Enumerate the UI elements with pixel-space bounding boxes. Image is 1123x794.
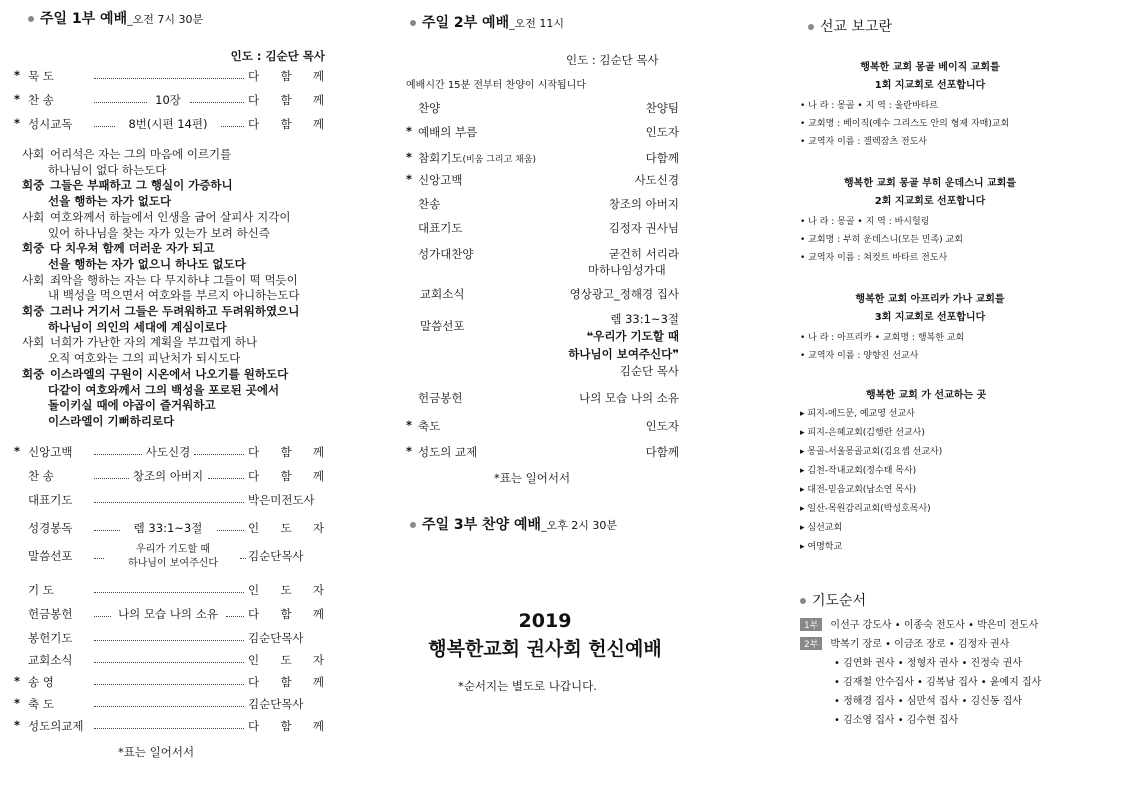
order-label: 대표기도 [28, 493, 73, 507]
order-leader: 다 함 께 [248, 607, 324, 621]
leader-dots [94, 728, 244, 729]
order-label: 찬양 [418, 101, 441, 115]
stand-mark: * [406, 418, 413, 432]
leader-dots [94, 616, 111, 617]
order-leader: 나의 모습 나의 소유 [579, 391, 679, 405]
order-leader: 김순단목사 [248, 631, 304, 645]
order-value: 사도신경 [145, 445, 191, 459]
leader-dots [94, 530, 120, 531]
bullet-icon [800, 598, 806, 604]
order-leader: 굳건히 서리라 [608, 247, 679, 261]
col2-leader: 인도 : 김순단 목사 [566, 53, 659, 67]
order-leader: 인 도 자 [248, 521, 324, 535]
order-leader: 다 함 께 [248, 93, 324, 107]
order-leader: 인 도 자 [248, 653, 324, 667]
col2-note: 예배시간 15분 전부터 찬양이 시작됩니다 [406, 80, 586, 91]
leader-dots [194, 454, 244, 455]
order-label: 묵 도 [28, 69, 54, 83]
leader-dots [94, 684, 244, 685]
mission-line: • 교회명 : 부히 운데스니(모든 민족) 교회 [800, 235, 963, 245]
prayer-heading [800, 590, 866, 610]
mission-line: • 나 라 : 몽골 • 지 역 : 바시헐링 [800, 217, 930, 227]
order-leader: 창조의 아버지 [608, 197, 679, 211]
prayer-service-tag: 1부 [800, 618, 822, 631]
order-label: 예배의 부름 [418, 125, 478, 139]
heading-time: _오전 11시 [509, 17, 564, 30]
reading-line: 너희가 가난한 자의 계획을 부끄럽게 하나 [50, 335, 258, 350]
stand-mark: * [14, 718, 21, 732]
reading-line: 그들은 부패하고 그 행실이 가증하니 [50, 178, 233, 193]
stand-mark: * [14, 92, 21, 106]
support-item: ▸ 피지-은혜교회(김행란 선교사) [800, 428, 925, 438]
stand-mark: * [406, 150, 413, 164]
prayer-names: 박복기 장로 • 이금조 장로 • 김정자 권사 [830, 639, 1010, 650]
order-leader: 다 함 께 [248, 675, 324, 689]
reading-line: 그러나 거기서 그들은 두려워하고 두려워하였으니 [50, 304, 300, 318]
order-label: 성시교독 [28, 117, 73, 131]
col2-footnote: *표는 일어서서 [494, 471, 571, 485]
order-leader: 다 함 께 [248, 469, 324, 483]
stand-mark: * [14, 68, 21, 82]
reading-speaker: 사회 [22, 209, 45, 224]
prayer-names: • 김소영 집사 • 김수현 집사 [834, 715, 959, 726]
order-leader: 인도자 [645, 125, 679, 139]
bullet-icon [410, 522, 416, 528]
heading-text: 선교 보고란 [820, 19, 893, 35]
order-label: 신앙고백 [418, 173, 463, 187]
order-leader: 다 함 께 [248, 69, 324, 83]
prayer-row [834, 673, 1041, 688]
reading-line: 다같이 여호와께서 그의 백성을 포로된 곳에서 [48, 382, 280, 397]
sermon-title-1: ❝우리가 기도할 때 [586, 329, 679, 343]
reading-speaker: 사회 [22, 147, 45, 161]
order-leader: 다 함 께 [248, 117, 324, 131]
prayer-row [800, 616, 1038, 631]
news-label: 교회소식 [420, 287, 465, 301]
order-value: 하나님이 보여주신다 [127, 558, 219, 569]
leader-dots [94, 706, 244, 707]
bullet-icon [28, 16, 34, 22]
col3-heading [808, 16, 892, 36]
mission-line: • 교회명 : 베이직(예수 그리스도 안의 형제 자매)교회 [800, 119, 1010, 129]
leader-dots [94, 662, 244, 663]
order-value: 우리가 기도할 때 [136, 544, 210, 555]
col1-heading [28, 8, 203, 28]
order-label: 대표기도 [418, 221, 463, 235]
reading-line: 이스라엘의 구원이 시온에서 나오기를 원하도다 [50, 366, 289, 381]
order-label: 교회소식 [28, 653, 73, 667]
choir-name: 마하나임성가대 [588, 263, 666, 277]
bullet-icon [808, 24, 814, 30]
reading-line: 오직 여호와는 그의 피난처가 되시도다 [48, 351, 241, 366]
support-item: ▸ 심선교회 [800, 523, 843, 533]
order-leader: 박은미전도사 [248, 493, 315, 507]
stand-mark: * [14, 674, 21, 688]
reading-line: 다 치우쳐 함께 더러운 자가 되고 [50, 241, 215, 256]
stand-mark: * [14, 696, 21, 710]
order-leader: 찬양팀 [645, 101, 679, 115]
reading-speaker: 회중 [22, 304, 45, 318]
reading-speaker: 사회 [22, 335, 45, 350]
reading-line: 선을 행하는 자가 없으니 하나도 없도다 [48, 256, 246, 271]
order-value: 나의 모습 나의 소유 [118, 607, 218, 621]
event-year: 2019 [518, 610, 572, 632]
order-label: 말씀선포 [28, 549, 73, 563]
heading-text: 주일 1부 예배 [40, 11, 128, 27]
order-label: 축 도 [28, 697, 54, 711]
mission-line: • 교역자 이름 : 양향진 선교사 [800, 351, 919, 361]
support-item: ▸ 일산-목원감리교회(박성호목사) [800, 504, 931, 514]
news-value: 영상광고_정해경 집사 [569, 287, 679, 301]
reading-line: 어리석은 자는 그의 마음에 이르기를 [50, 147, 232, 161]
heading-time: _오후 2시 30분 [541, 519, 618, 532]
mission-line: • 나 라 : 아프리카 • 교회명 : 행복한 교회 [800, 333, 965, 343]
order-label: 찬 송 [28, 469, 54, 483]
prayer-service-tag: 2부 [800, 637, 822, 650]
prayer-names: • 정해경 집사 • 심만석 집사 • 김신동 집사 [834, 696, 1023, 707]
order-label: 축도 [418, 419, 441, 433]
reading-speaker: 회중 [22, 366, 45, 381]
order-value: 렘 33:1~3절 [133, 521, 203, 535]
reading-speaker: 회중 [22, 241, 45, 256]
order-label: 신앙고백 [28, 445, 73, 459]
order-label: 헌금봉헌 [418, 391, 463, 405]
order-leader: 다함께 [645, 151, 679, 165]
mission-line: • 나 라 : 몽골 • 지 역 : 울란바타르 [800, 101, 939, 111]
leader-dots [94, 502, 244, 503]
reading-line: 하나님이 없다 하는도다 [48, 162, 167, 177]
stand-mark: * [14, 116, 21, 130]
order-value: 창조의 아버지 [132, 469, 204, 483]
order-value: 10장 [155, 93, 181, 107]
leader-dots [94, 126, 115, 127]
reading-line: 죄악을 행하는 자는 다 무지하냐 그들이 떡 먹듯이 [50, 272, 298, 287]
reading-speaker: 사회 [22, 272, 45, 287]
mission-title: 행복한 교회 몽골 부히 운데스니 교회를 [844, 178, 1016, 189]
order-label: 성가대찬양 [418, 247, 474, 261]
heading-text: 기도순서 [812, 593, 867, 609]
order-value: 8번(시편 14편) [128, 117, 208, 131]
leader-dots [226, 616, 245, 617]
sermon-title-2: 하나님이 보여주신다❞ [568, 347, 679, 361]
order-label: 참회기도(비움 그리고 채움) [418, 151, 537, 165]
order-leader: 다함께 [645, 445, 679, 459]
order-leader: 다 함 께 [248, 445, 324, 459]
reading-line: 선을 행하는 자가 없도다 [48, 194, 172, 209]
heading-text: 주일 2부 예배 [422, 15, 510, 31]
sermon-pastor: 김순단 목사 [619, 364, 679, 378]
leader-dots [94, 558, 104, 559]
mission-title: 행복한 교회 몽골 베이직 교회를 [860, 62, 1000, 73]
order-label: 성도의 교제 [418, 445, 478, 459]
mission-subtitle: 2회 지교회로 선포합니다 [874, 196, 986, 207]
order-sub: (비움 그리고 채움) [462, 155, 537, 165]
mission-line: • 교역자 이름 : 쳐컷트 바타르 전도사 [800, 253, 948, 263]
event-note: *순서지는 별도로 나갑니다. [458, 679, 597, 693]
support-title: 행복한 교회 가 선교하는 곳 [866, 390, 987, 401]
order-label: 찬송 [418, 197, 441, 211]
order-label: 송 영 [28, 675, 54, 689]
support-item: ▸ 대전-믿음교회(남소연 목사) [800, 485, 917, 495]
leader-dots [221, 126, 244, 127]
leader-dots [94, 640, 244, 641]
order-leader: 김순단목사 [248, 697, 304, 711]
order-label: 기 도 [28, 583, 54, 597]
stand-mark: * [406, 172, 413, 186]
event-title: 행복한교회 권사회 헌신예배 [428, 638, 662, 660]
leader-dots [94, 592, 244, 593]
order-leader: 인 도 자 [248, 583, 324, 597]
col2-heading3 [410, 514, 617, 534]
prayer-names: • 김재철 안수집사 • 김복남 집사 • 윤예지 집사 [834, 677, 1042, 688]
order-leader: 인도자 [645, 419, 679, 433]
prayer-names: • 김연화 권사 • 정형자 권사 • 진정숙 권사 [834, 658, 1023, 669]
reading-speaker: 회중 [22, 178, 45, 193]
leader-dots [208, 478, 245, 479]
reading-line: 있어 하나님을 찾는 자가 있는가 보려 하신즉 [48, 225, 270, 240]
sermon-label: 말씀선포 [420, 319, 465, 333]
heading-time: _오전 7시 30분 [127, 13, 204, 26]
heading-text: 주일 3부 찬양 예배 [422, 517, 542, 533]
leader-dots [190, 102, 245, 103]
stand-mark: * [14, 444, 21, 458]
mission-line: • 교역자 이름 : 겔렉잠츠 전도사 [800, 137, 927, 147]
mission-subtitle: 1회 지교회로 선포합니다 [874, 80, 986, 91]
order-leader: 김순단목사 [248, 549, 304, 563]
order-label: 봉헌기도 [28, 631, 73, 645]
sermon-ref: 렘 33:1~3절 [610, 312, 679, 326]
stand-mark: * [406, 124, 413, 138]
mission-subtitle: 3회 지교회로 선포합니다 [874, 312, 986, 323]
leader-dots [94, 78, 244, 79]
support-item: ▸ 김천-작내교회(정수태 목사) [800, 466, 917, 476]
reading-line: 이스라엘이 기뻐하리로다 [48, 413, 175, 428]
col2-heading [410, 12, 564, 32]
prayer-row [834, 711, 958, 726]
order-leader: 사도신경 [634, 173, 679, 187]
reading-line: 돌이키실 때에 야곱이 즐거워하고 [48, 398, 216, 413]
support-item: ▸ 여명학교 [800, 542, 843, 552]
prayer-row [834, 692, 1022, 707]
reading-line: 하나님이 의인의 세대에 계심이로다 [48, 319, 227, 334]
order-label: 헌금봉헌 [28, 607, 73, 621]
support-item: ▸ 몽골-서울몽골교회(김요셉 선교사) [800, 447, 943, 457]
prayer-names: 이선구 강도사 • 이종숙 전도사 • 박은미 전도사 [830, 620, 1039, 631]
leader-dots [94, 102, 147, 103]
leader-dots [217, 530, 245, 531]
col1-footnote: *표는 일어서서 [118, 745, 195, 759]
order-leader: 김정자 권사님 [608, 221, 679, 235]
leader-dots [94, 478, 129, 479]
prayer-row [834, 654, 1022, 669]
stand-mark: * [406, 444, 413, 458]
reading-line: 여호와께서 하늘에서 인생을 굽어 살피사 지각이 [50, 209, 291, 224]
prayer-row [800, 635, 1009, 650]
bullet-icon [410, 20, 416, 26]
order-label: 찬 송 [28, 93, 54, 107]
mission-title: 행복한 교회 아프리카 가나 교회를 [855, 294, 1005, 305]
support-item: ▸ 피지-에드문, 예교영 선교사 [800, 409, 915, 419]
col1-leader: 인도 : 김순단 목사 [230, 49, 325, 63]
order-label: 성경봉독 [28, 521, 73, 535]
leader-dots [94, 454, 142, 455]
order-label: 성도의교제 [28, 719, 84, 733]
reading-line: 내 백성을 먹으면서 여호와를 부르지 아니하는도다 [48, 288, 300, 303]
leader-dots [240, 558, 246, 559]
order-leader: 다 함 께 [248, 719, 324, 733]
